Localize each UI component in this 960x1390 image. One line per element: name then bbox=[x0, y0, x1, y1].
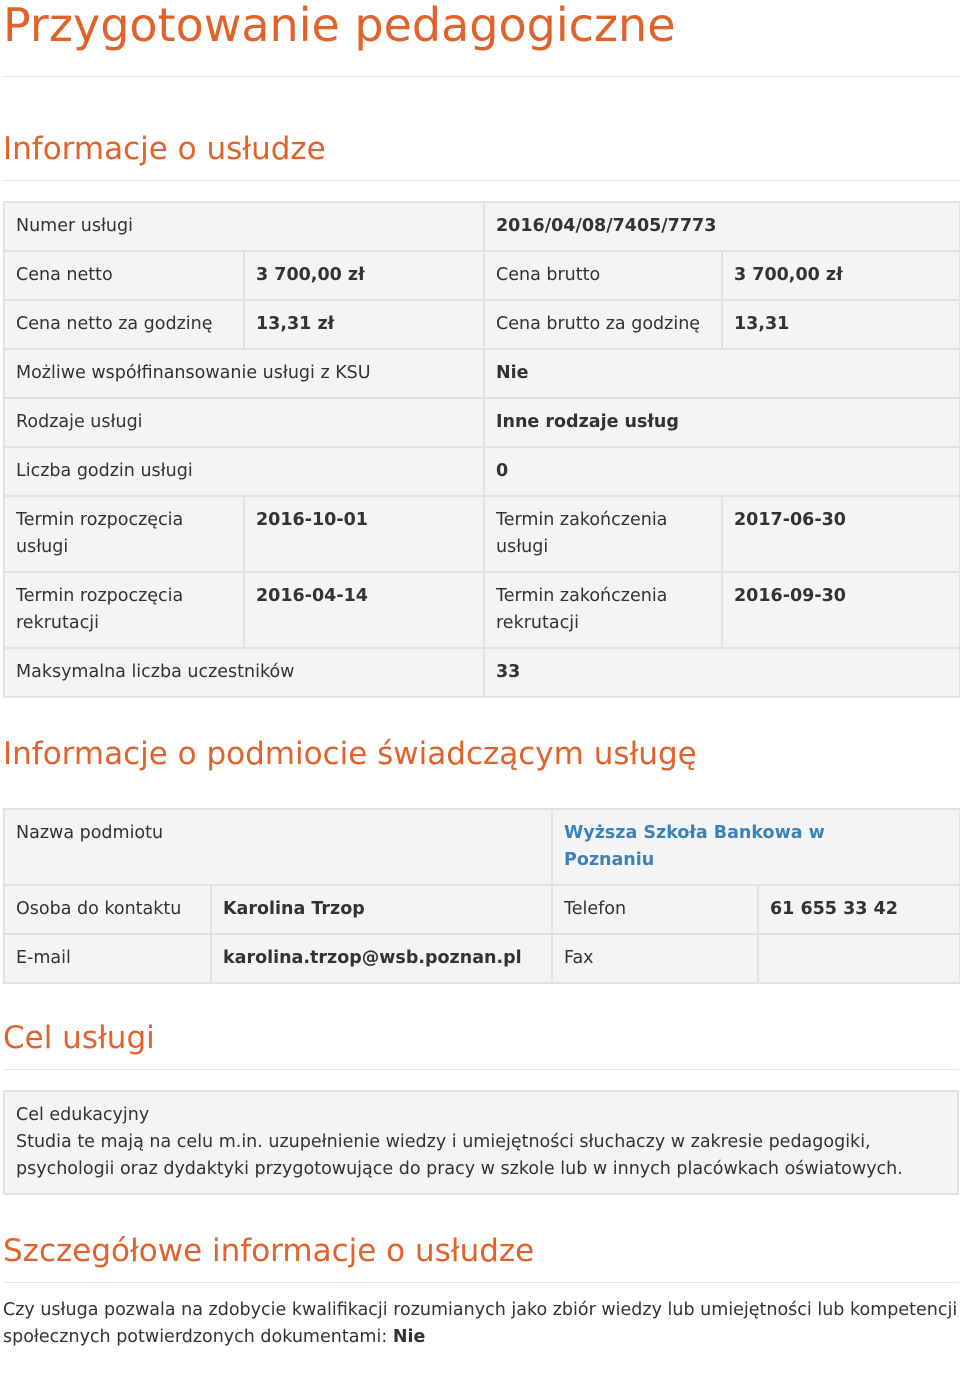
rodzaje-label: Rodzaje usługi bbox=[4, 398, 484, 447]
table-row bbox=[4, 934, 960, 983]
provider-table bbox=[3, 808, 960, 984]
osoba-kontakt-value: Karolina Trzop bbox=[211, 885, 552, 934]
fax-label: Fax bbox=[552, 934, 758, 983]
table-row bbox=[4, 202, 960, 251]
wspolfinansowanie-value: Nie bbox=[484, 349, 960, 398]
termin-zakonczenia-value: 2017-06-30 bbox=[722, 496, 960, 572]
rekrutacja-end-label: Termin zakończenia rekrutacji bbox=[484, 572, 722, 648]
cena-brutto-godzina-label: Cena brutto za godzinę bbox=[484, 300, 722, 349]
goal-heading: Cel usługi bbox=[3, 1020, 155, 1056]
godziny-value: 0 bbox=[484, 447, 960, 496]
rekrutacja-end-value: 2016-09-30 bbox=[722, 572, 960, 648]
wspolfinansowanie-label: Możliwe współfinansowanie usługi z KSU bbox=[4, 349, 484, 398]
fax-value bbox=[758, 934, 960, 983]
cena-netto-label: Cena netto bbox=[4, 251, 244, 300]
table-row bbox=[4, 300, 960, 349]
goal-text: Studia te mają na celu m.in. uzupełnienie wiedzy i umiejętności słuchaczy w zakresie pedagogiki, psychologii oraz dydaktyki przygotowujące do pracy w szkole lub w innych placówkach oświatowych. bbox=[16, 1132, 903, 1179]
rekrutacja-start-label: Termin rozpoczęcia rekrutacji bbox=[4, 572, 244, 648]
service-info-table bbox=[3, 201, 960, 698]
numer-label: Numer usługi bbox=[4, 202, 484, 251]
cena-netto-value: 3 700,00 zł bbox=[244, 251, 484, 300]
telefon-value: 61 655 33 42 bbox=[758, 885, 960, 934]
provider-heading: Informacje o podmiocie świadczącym usługę bbox=[3, 736, 697, 772]
email-label: E-mail bbox=[4, 934, 211, 983]
cena-brutto-value: 3 700,00 zł bbox=[722, 251, 960, 300]
details-heading: Szczegółowe informacje o usłudze bbox=[3, 1233, 535, 1269]
nazwa-podmiotu-link[interactable]: Wyższa Szkoła Bankowa w Poznaniu bbox=[552, 809, 960, 885]
max-uczestnikow-value: 33 bbox=[484, 648, 960, 697]
page-title: Przygotowanie pedagogiczne bbox=[3, 0, 959, 77]
table-row bbox=[4, 496, 960, 572]
cena-netto-godzina-label: Cena netto za godzinę bbox=[4, 300, 244, 349]
table-row bbox=[4, 349, 960, 398]
table-row bbox=[4, 572, 960, 648]
goal-box bbox=[3, 1090, 959, 1195]
cena-brutto-godzina-value: 13,31 bbox=[722, 300, 960, 349]
rekrutacja-start-value: 2016-04-14 bbox=[244, 572, 484, 648]
details-question: Czy usługa pozwala na zdobycie kwalifikacji rozumianych jako zbiór wiedzy lub umiejętności lub kompetencji społecznych potwierdzonych dokumentami: bbox=[3, 1300, 958, 1347]
table-row bbox=[4, 809, 960, 885]
details-text bbox=[3, 1297, 959, 1351]
goal-label: Cel edukacyjny bbox=[16, 1105, 150, 1125]
osoba-kontakt-label: Osoba do kontaktu bbox=[4, 885, 211, 934]
cena-netto-godzina-value: 13,31 zł bbox=[244, 300, 484, 349]
max-uczestnikow-label: Maksymalna liczba uczestników bbox=[4, 648, 484, 697]
termin-rozpoczecia-value: 2016-10-01 bbox=[244, 496, 484, 572]
table-row bbox=[4, 885, 960, 934]
godziny-label: Liczba godzin usługi bbox=[4, 447, 484, 496]
table-row bbox=[4, 251, 960, 300]
cena-brutto-label: Cena brutto bbox=[484, 251, 722, 300]
details-answer: Nie bbox=[392, 1327, 426, 1347]
table-row bbox=[4, 398, 960, 447]
termin-zakonczenia-label: Termin zakończenia usługi bbox=[484, 496, 722, 572]
termin-rozpoczecia-label: Termin rozpoczęcia usługi bbox=[4, 496, 244, 572]
nazwa-podmiotu-label: Nazwa podmiotu bbox=[4, 809, 552, 885]
service-info-heading: Informacje o usłudze bbox=[3, 131, 326, 167]
telefon-label: Telefon bbox=[552, 885, 758, 934]
numer-value: 2016/04/08/7405/7773 bbox=[484, 202, 960, 251]
rodzaje-value: Inne rodzaje usług bbox=[484, 398, 960, 447]
email-value: karolina.trzop@wsb.poznan.pl bbox=[211, 934, 552, 983]
table-row bbox=[4, 447, 960, 496]
table-row bbox=[4, 648, 960, 697]
